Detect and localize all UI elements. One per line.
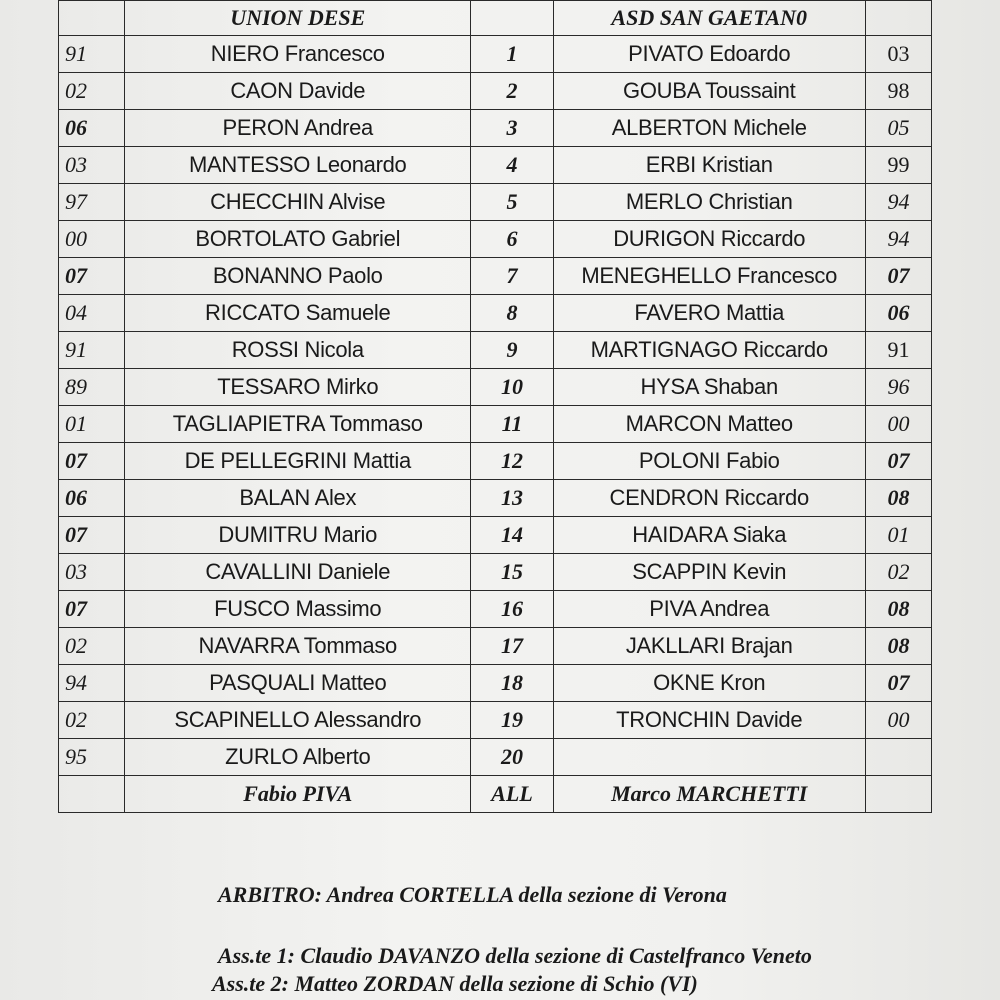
player-row [59, 184, 932, 221]
home-birth-year: 00 [59, 221, 125, 258]
home-birth-year: 03 [59, 147, 125, 184]
player-row [59, 665, 932, 702]
shirt-number: 2 [471, 73, 553, 110]
referee-line: ARBITRO: Andrea CORTELLA della sezione di Verona [218, 882, 727, 907]
shirt-number: 1 [471, 36, 553, 73]
home-player-name: PERON Andrea [125, 110, 471, 147]
player-row [59, 406, 932, 443]
home-player-name: FUSCO Massimo [125, 591, 471, 628]
away-birth-year: 96 [865, 369, 931, 406]
away-player-name: POLONI Fabio [553, 443, 865, 480]
shirt-number: 7 [471, 258, 553, 295]
home-player-name: RICCATO Samuele [125, 295, 471, 332]
player-row [59, 36, 932, 73]
away-player-name: MENEGHELLO Francesco [553, 258, 865, 295]
player-row [59, 739, 932, 776]
coach-empty-cell [59, 776, 125, 813]
away-team-name: ASD SAN GAETAN0 [553, 1, 865, 36]
away-player-name: PIVATO Edoardo [553, 36, 865, 73]
home-player-name: DE PELLEGRINI Mattia [125, 443, 471, 480]
shirt-number: 19 [471, 702, 553, 739]
away-player-name: SCAPPIN Kevin [553, 554, 865, 591]
shirt-number: 5 [471, 184, 553, 221]
player-row [59, 221, 932, 258]
home-birth-year: 07 [59, 591, 125, 628]
away-player-name: TRONCHIN Davide [553, 702, 865, 739]
home-player-name: TAGLIAPIETRA Tommaso [125, 406, 471, 443]
away-coach-name: Marco MARCHETTI [553, 776, 865, 813]
player-row [59, 258, 932, 295]
away-player-name: MARTIGNAGO Riccardo [553, 332, 865, 369]
shirt-number: 12 [471, 443, 553, 480]
coach-empty-cell [865, 776, 931, 813]
away-birth-year: 91 [865, 332, 931, 369]
away-player-name: OKNE Kron [553, 665, 865, 702]
home-player-name: NIERO Francesco [125, 36, 471, 73]
away-birth-year: 07 [865, 443, 931, 480]
shirt-number: 3 [471, 110, 553, 147]
away-birth-year: 08 [865, 480, 931, 517]
home-player-name: SCAPINELLO Alessandro [125, 702, 471, 739]
assistant-1-line: Ass.te 1: Claudio DAVANZO della sezione di Castelfranco Veneto [218, 943, 812, 968]
away-birth-year: 07 [865, 258, 931, 295]
away-player-name: GOUBA Toussaint [553, 73, 865, 110]
shirt-number: 9 [471, 332, 553, 369]
home-team-name: UNION DESE [125, 1, 471, 36]
shirt-number: 15 [471, 554, 553, 591]
home-birth-year: 07 [59, 443, 125, 480]
away-birth-year: 08 [865, 628, 931, 665]
shirt-number: 8 [471, 295, 553, 332]
player-row [59, 554, 932, 591]
away-player-name: PIVA Andrea [553, 591, 865, 628]
header-empty-cell [471, 1, 553, 36]
player-row [59, 443, 932, 480]
coaches-row [59, 776, 932, 813]
away-player-name: FAVERO Mattia [553, 295, 865, 332]
player-row [59, 369, 932, 406]
shirt-number: 18 [471, 665, 553, 702]
home-player-name: CHECCHIN Alvise [125, 184, 471, 221]
away-player-name: DURIGON Riccardo [553, 221, 865, 258]
home-birth-year: 04 [59, 295, 125, 332]
player-row [59, 517, 932, 554]
home-player-name: CAVALLINI Daniele [125, 554, 471, 591]
away-birth-year: 98 [865, 73, 931, 110]
home-player-name: PASQUALI Matteo [125, 665, 471, 702]
player-row [59, 628, 932, 665]
home-birth-year: 89 [59, 369, 125, 406]
away-birth-year: 94 [865, 221, 931, 258]
away-player-name: HYSA Shaban [553, 369, 865, 406]
away-player-name: ALBERTON Michele [553, 110, 865, 147]
home-player-name: MANTESSO Leonardo [125, 147, 471, 184]
shirt-number: 20 [471, 739, 553, 776]
player-row [59, 295, 932, 332]
home-birth-year: 06 [59, 110, 125, 147]
home-birth-year: 07 [59, 258, 125, 295]
home-birth-year: 06 [59, 480, 125, 517]
away-birth-year: 99 [865, 147, 931, 184]
away-birth-year: 94 [865, 184, 931, 221]
home-player-name: CAON Davide [125, 73, 471, 110]
away-player-name: MARCON Matteo [553, 406, 865, 443]
home-birth-year: 07 [59, 517, 125, 554]
home-birth-year: 02 [59, 702, 125, 739]
away-birth-year [865, 739, 931, 776]
player-row [59, 332, 932, 369]
player-row [59, 480, 932, 517]
home-player-name: BONANNO Paolo [125, 258, 471, 295]
home-birth-year: 02 [59, 73, 125, 110]
lineup-table [58, 0, 932, 813]
away-player-name: ERBI Kristian [553, 147, 865, 184]
home-coach-name: Fabio PIVA [125, 776, 471, 813]
away-birth-year: 06 [865, 295, 931, 332]
header-empty-cell [59, 1, 125, 36]
shirt-number: 14 [471, 517, 553, 554]
away-player-name: MERLO Christian [553, 184, 865, 221]
team-header-row [59, 1, 932, 36]
shirt-number: 13 [471, 480, 553, 517]
away-birth-year: 00 [865, 406, 931, 443]
home-player-name: ZURLO Alberto [125, 739, 471, 776]
shirt-number: 10 [471, 369, 553, 406]
away-birth-year: 07 [865, 665, 931, 702]
player-row [59, 147, 932, 184]
away-birth-year: 01 [865, 517, 931, 554]
away-player-name: CENDRON Riccardo [553, 480, 865, 517]
shirt-number: 17 [471, 628, 553, 665]
home-birth-year: 95 [59, 739, 125, 776]
header-empty-cell [865, 1, 931, 36]
away-player-name: JAKLLARI Brajan [553, 628, 865, 665]
home-player-name: BORTOLATO Gabriel [125, 221, 471, 258]
home-player-name: NAVARRA Tommaso [125, 628, 471, 665]
home-player-name: TESSARO Mirko [125, 369, 471, 406]
assistant-2-line: Ass.te 2: Matteo ZORDAN della sezione di Schio (VI) [212, 971, 698, 996]
home-birth-year: 97 [59, 184, 125, 221]
home-player-name: DUMITRU Mario [125, 517, 471, 554]
shirt-number: 4 [471, 147, 553, 184]
player-row [59, 73, 932, 110]
coach-label: ALL [471, 776, 553, 813]
home-birth-year: 94 [59, 665, 125, 702]
home-player-name: ROSSI Nicola [125, 332, 471, 369]
away-player-name [553, 739, 865, 776]
away-birth-year: 05 [865, 110, 931, 147]
shirt-number: 11 [471, 406, 553, 443]
player-row [59, 591, 932, 628]
away-birth-year: 03 [865, 36, 931, 73]
away-player-name: HAIDARA Siaka [553, 517, 865, 554]
away-birth-year: 00 [865, 702, 931, 739]
home-birth-year: 01 [59, 406, 125, 443]
player-row [59, 702, 932, 739]
home-birth-year: 03 [59, 554, 125, 591]
player-row [59, 110, 932, 147]
away-birth-year: 02 [865, 554, 931, 591]
home-birth-year: 02 [59, 628, 125, 665]
home-player-name: BALAN Alex [125, 480, 471, 517]
shirt-number: 6 [471, 221, 553, 258]
away-birth-year: 08 [865, 591, 931, 628]
home-birth-year: 91 [59, 332, 125, 369]
home-birth-year: 91 [59, 36, 125, 73]
shirt-number: 16 [471, 591, 553, 628]
